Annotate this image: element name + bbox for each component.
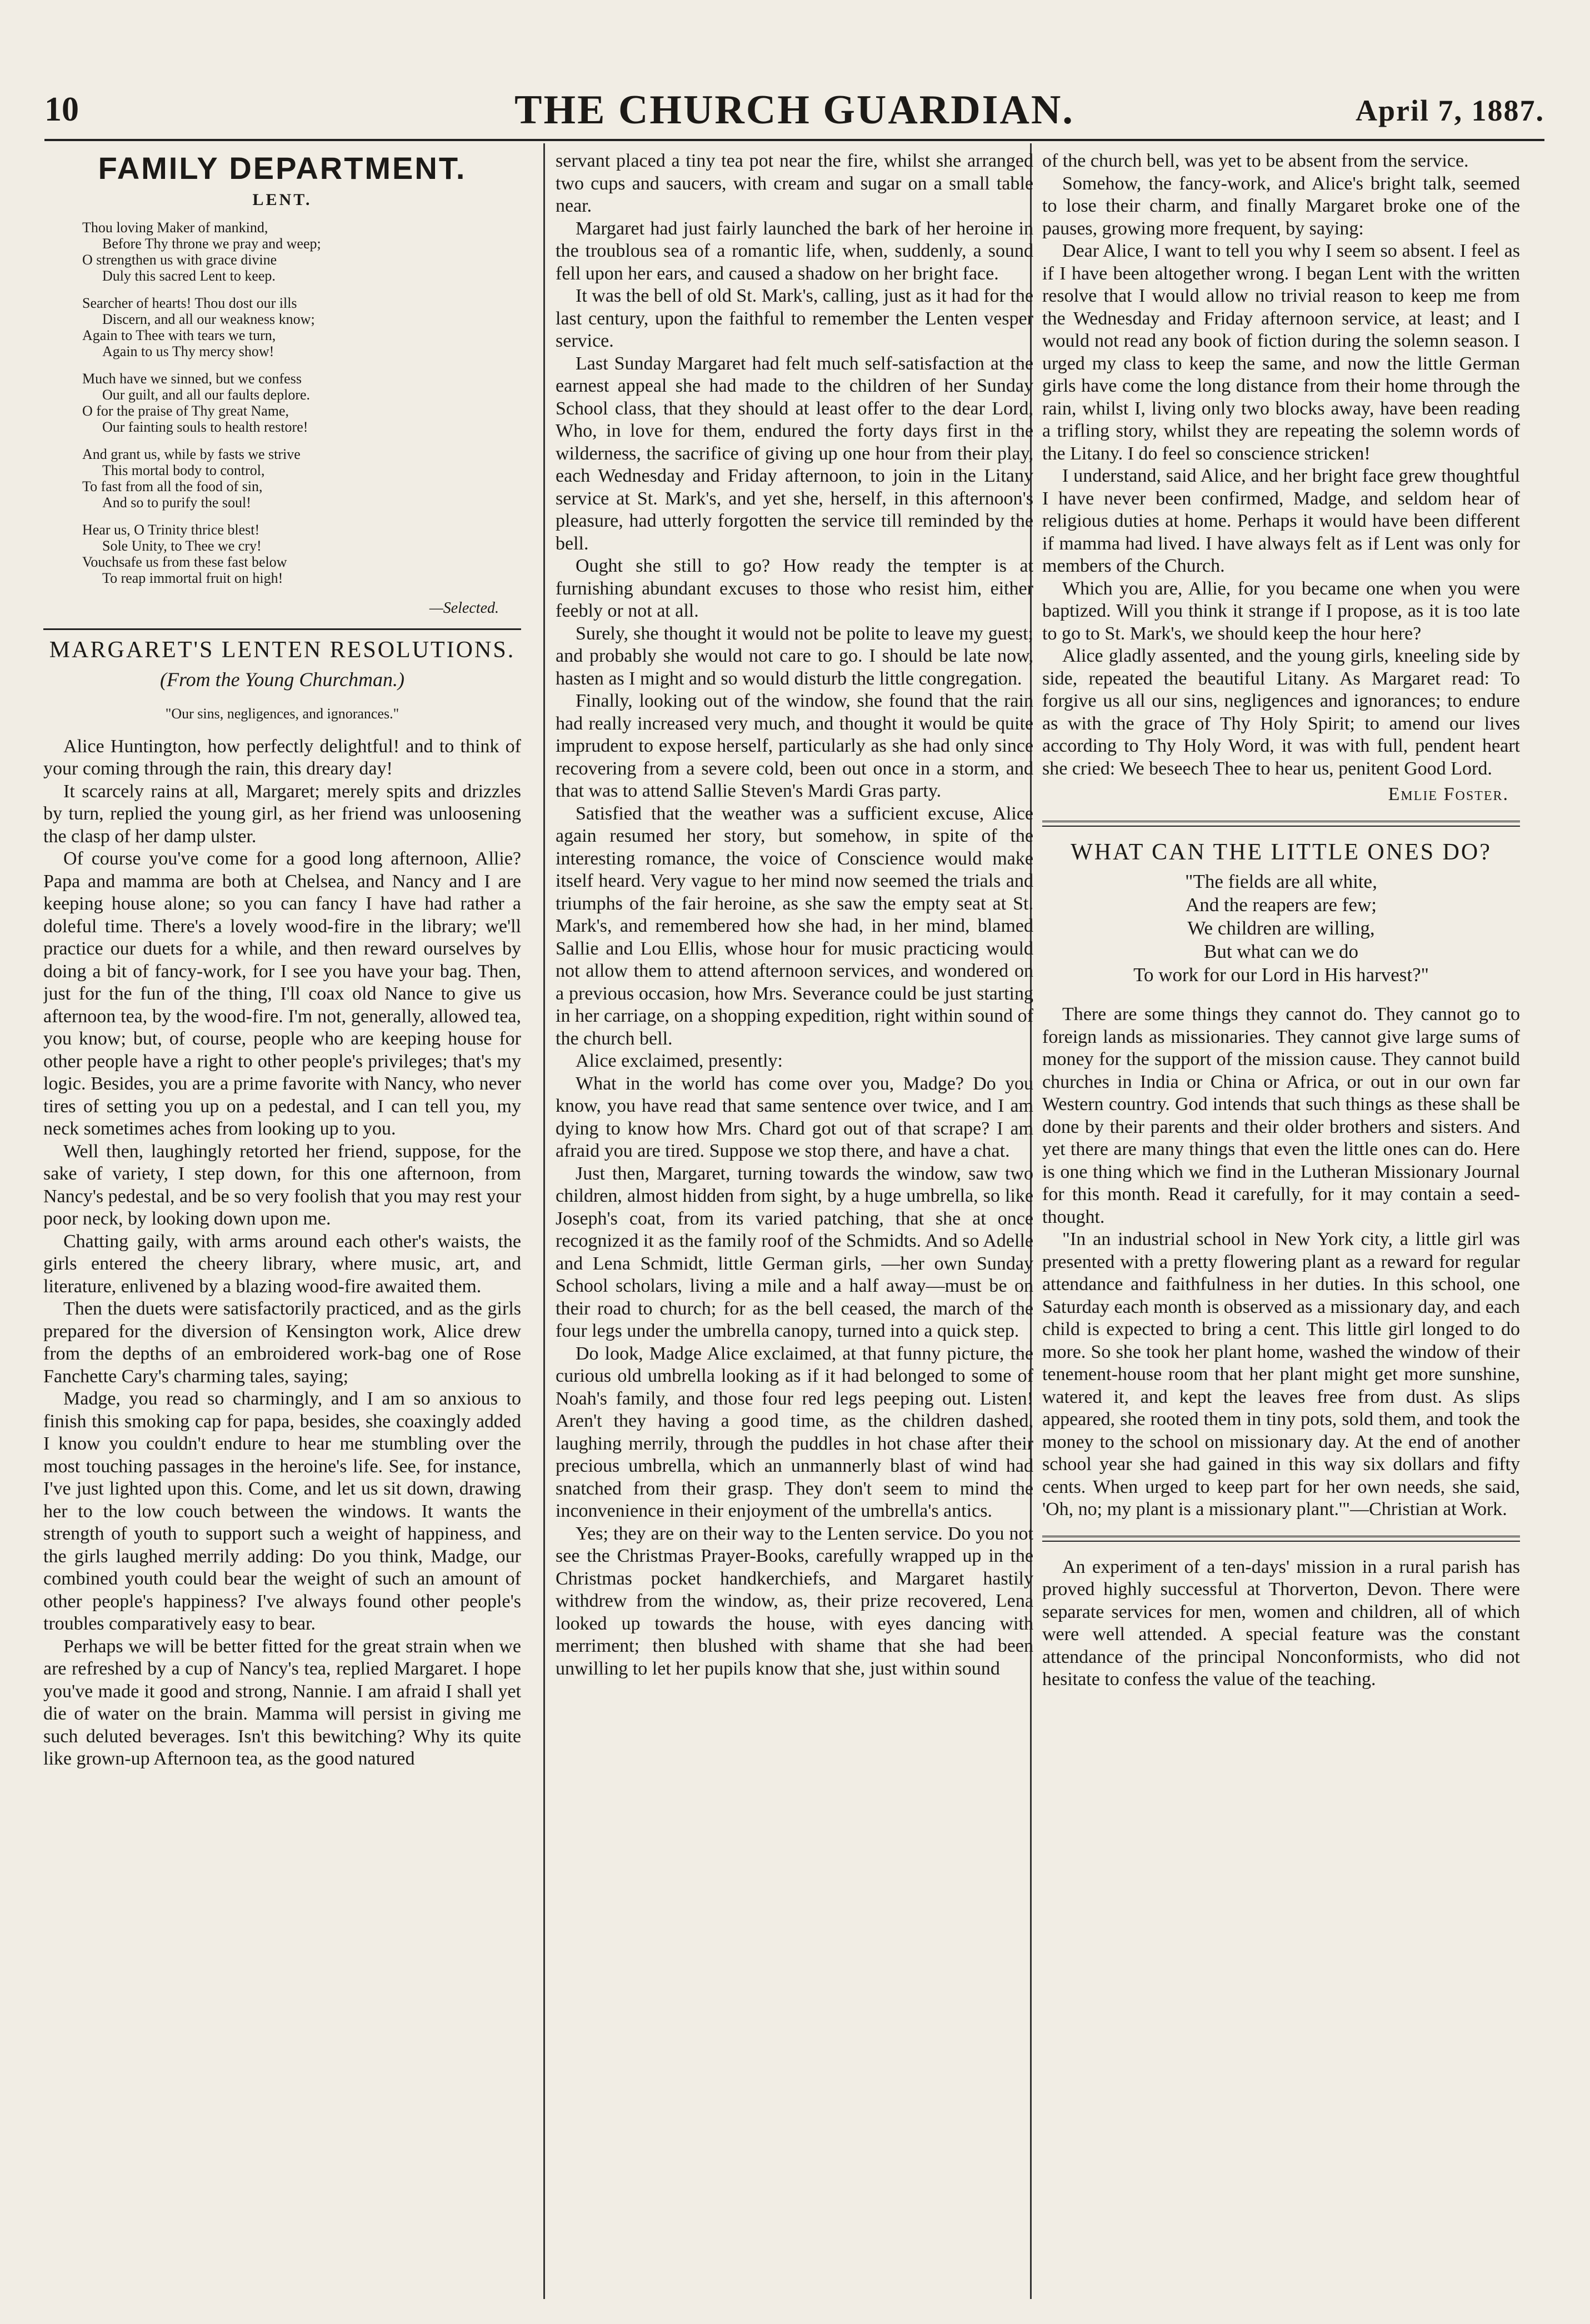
poem-title: LENT.: [252, 191, 312, 209]
poem-stanza: [82, 446, 521, 511]
newspaper-title: THE CHURCH GUARDIAN.: [514, 87, 1074, 133]
poem: [82, 219, 521, 586]
story-paragraph: Perhaps we will be better fitted for the great strain when we are refreshed by a cup of Nancy's tea, replied Margaret. I hope you've made it good and strong, Nannie. I am afraid I shall yet die of water on the brain. Mamma will persist in giving me such deluted beverages. Isn't this bewitching? Why its quite like grown-up Afternoon tea, as the good natured: [43, 1636, 521, 1769]
verse-line: But what can we do: [1204, 941, 1358, 962]
story-source: (From the Young Churchman.): [160, 668, 404, 691]
story-paragraph: Then the duets were satisfactorily practiced, and as the girls prepared for the diversion of Kensington work, Alice drew from the depths of an embroidered work-bag one of Rose Fanchette Cary's charming tales, saying;: [43, 1298, 521, 1387]
page-number: 10: [44, 91, 79, 128]
poem-line: To reap immortal fruit on high!: [102, 569, 283, 586]
story-paragraph: Yes; they are on their way to the Lenten service. Do you not see the Christmas Prayer-Books, carefully wrapped up in the Christmas pocket handkerchiefs, and Margaret hastily withdrew from the window, as, their prize recovered, Lena looked up towards the house, with eyes dancing with merriment; then blushed with shame that she had been unwilling to let her pupils know that she, just within sound: [556, 1523, 1033, 1679]
verse-line: We children are willing,: [1187, 917, 1375, 939]
story-paragraph: Chatting gaily, with arms around each other's waists, the girls entered the cheery library, where music, art, and literature, enlivened by a blazing wood-fire awaited them.: [43, 1231, 521, 1297]
poem-line: Again to us Thy mercy show!: [102, 343, 274, 359]
story-paragraph: Somehow, the fancy-work, and Alice's bright talk, seemed to lose their charm, and finally Margaret broke one of the pauses, growing more frequent, by saying:: [1042, 173, 1520, 239]
verse-line: To work for our Lord in His harvest?": [1133, 964, 1429, 986]
poem-stanza: [82, 295, 521, 359]
story-paragraph: Alice gladly assented, and the young girls, kneeling side by side, repeated the beautiful Litany. As Margaret read: To forgive us all our sins, negligences and ignorances; to endure as with the grace of Thy Holy Spirit; to amend our lives according to Thy Holy Word, it was with full, pendent heart she cried: We beseech Thee to hear us, penitent Good Lord.: [1042, 646, 1520, 779]
story-paragraph: What in the world has come over you, Madge? Do you know, you have read that same sentence over twice, and I am dying to know how Mrs. Chard got out of that scrape? I am afraid you are tired. Suppose we stop there, and have a chat.: [556, 1073, 1033, 1161]
section-rule: [1042, 821, 1520, 827]
column-3: [1042, 150, 1520, 2295]
story-paragraph: Alice exclaimed, presently:: [576, 1051, 783, 1071]
poem-line: To fast from all the food of sin,: [82, 478, 263, 494]
poem-line: Our fainting souls to health restore!: [102, 418, 308, 435]
story-paragraph: Satisfied that the weather was a sufficient excuse, Alice again resumed her story, but somehow, in spite of the interesting romance, the voice of Conscience would make itself heard. Very vague to her mind now seemed the trials and triumphs of the fair heroine, as she saw the empty seat at St. Mark's, and remembered how she had, in her mind, blamed Sallie and Lou Ellis, whose hour for music practicing would not allow them to attend afternoon services, and wondered on a previous occasion, how Mrs. Severance could be just starting in her carriage, on a shopping expedition, right within sound of the church bell.: [556, 803, 1033, 1049]
section-rule: [43, 628, 521, 630]
story-paragraph: Madge, you read so charmingly, and I am so anxious to finish this smoking cap for papa, besides, she coaxingly added I know you couldn't endure to hear me stumbling over the most touching passages in the heroine's life. See, for instance, I've just lighted upon this. Come, and let us sit down, drawing her to the low couch between the windows. It wants the strength of youth to support such a weight of happiness, and the girls laughed merrily adding: Do you think, Madge, our combined youth could bear the weight of such an amount of other people's happiness? I've always found other people's troubles comparatively easy to bear.: [43, 1388, 521, 1634]
poem-line: O for the praise of Thy great Name,: [82, 402, 289, 419]
story-paragraph: Dear Alice, I want to tell you why I seem so absent. I feel as if I have been altogether wrong. I began Lent with the written resolve that I would allow no trivial reason to keep me from the Wednesday and Friday afternoon service, at least; and I would not read any book of fiction during the solemn season. I urged my class to keep the same, and now the little German girls have come the long distance from their home through the rain, whilst I, living only two blocks away, have been reading a trifling story, whilst they are repeating the solemn words of the Litany. I do feel so conscience stricken!: [1042, 241, 1520, 464]
story-paragraph: It scarcely rains at all, Margaret; merely spits and drizzles by turn, replied the young girl, as her friend was unloosening the clasp of her damp ulster.: [43, 781, 521, 847]
story-paragraph: I understand, said Alice, and her bright face grew thoughtful I have never been confirmed, Madge, and seldom hear of religious duties at home. Perhaps it would have been different if mamma had lived. I have always felt as if Lent was only for members of the Church.: [1042, 466, 1520, 576]
poem-stanza: [82, 371, 521, 435]
story-paragraph: Of course you've come for a good long afternoon, Allie? Papa and mamma are both at Chelsea, and Nancy and I are keeping house alone; so you can fancy I have had rather a doleful time. There's a lovely wood-fire in the library; we'll practice our duets for a while, and then reward ourselves by doing a bit of fancy-work, for I see you have your bag. Then, just for the fun of the thing, I'll coax old Nance to give us afternoon tea, by the wood-fire. I'm not, generally, allowed tea, you know; but, of course, people who are keeping house for other people have a right to other people's privileges; that's my logic. Besides, you are a prime favorite with Nancy, who never tires of setting you up on a pedestal, and I can tell you, my neck sometimes aches from looking up to you.: [43, 848, 521, 1139]
story-paragraph: Well then, laughingly retorted her friend, suppose, for the sake of variety, I step down, for this one afternoon, from Nancy's pedestal, and be so very foolish that you may rest your poor neck, by looking down upon me.: [43, 1141, 521, 1229]
story-paragraph: Margaret had just fairly launched the bark of her heroine in the troublous sea of a romantic life, when, suddenly, a sound fell upon her ears, and caused a shadow on her bright face.: [556, 218, 1033, 284]
poem-line: Vouchsafe us from these fast below: [82, 553, 287, 570]
poem-line: Hear us, O Trinity thrice blest!: [82, 521, 260, 538]
story-epigraph: "Our sins, negligences, and ignorances.": [165, 706, 399, 722]
masthead: [44, 83, 1544, 144]
article-paragraph: There are some things they cannot do. They cannot go to foreign lands as missionaries. They cannot give large sums of money for the support of the mission cause. They cannot build churches in India or China or Africa, or out in our own far Western country. God intends that such things as these shall be done by their parents and their older brothers and sisters. And yet there are many things that even the little ones can do. Here is one thing which we find in the Lutheran Missionary Journal for this month. Read it carefully, for it may contain a seed-thought.: [1042, 1004, 1520, 1227]
poem-line: Again to Thee with tears we turn,: [82, 327, 276, 343]
poem-line: Discern, and all our weakness know;: [102, 311, 315, 327]
story-paragraph: Finally, looking out of the window, she found that the rain had really increased very much, and thought it would be quite imprudent to expose herself, particularly as she had only since recovering from a severe cold, been out once in a storm, and that was to attend Sallie Steven's Mardi Gras party.: [556, 691, 1033, 801]
article-paragraph: "In an industrial school in New York city, a little girl was presented with a pretty flowering plant as a reward for regular attendance and faithfulness in her duties. In this school, one Saturday each month is observed as a missionary day, and each child is expected to bring a cent. This little girl longed to do more. So she took her plant home, washed the window of their tenement-house room that her plant might get more sunshine, watered it, and kept the leaves free from dust. As slips appeared, she rooted them in tiny pots, sold them, and took the money to the school on missionary day. At the end of another school year she had gained in this way six dollars and fifty cents. When urged to keep part for her own needs, she said, 'Oh, no; my plant is a missionary plant.'"—Christian at Work.: [1042, 1229, 1520, 1520]
masthead-rule: [44, 139, 1544, 141]
poem-line: And so to purify the soul!: [102, 494, 251, 511]
poem-line: Thou loving Maker of mankind,: [82, 219, 268, 236]
poem-line: Much have we sinned, but we confess: [82, 370, 302, 387]
story-title: MARGARET'S LENTEN RESOLUTIONS.: [49, 637, 516, 663]
story-paragraph: of the church bell, was yet to be absent from the service.: [1042, 151, 1469, 171]
section-rule: [1042, 1536, 1520, 1542]
poem-stanza: [82, 522, 521, 586]
story-paragraph: Ought she still to go? How ready the tempter is at furnishing abundant excuses to those who resist him, either feebly or not at all.: [556, 556, 1033, 621]
poem-attribution: —Selected.: [429, 599, 499, 617]
issue-date: April 7, 1887.: [1355, 94, 1544, 127]
poem-stanza: [82, 219, 521, 284]
story-paragraph: servant placed a tiny tea pot near the fire, whilst she arranged two cups and saucers, with cream and sugar on a small table near.: [556, 151, 1033, 216]
poem-line: Sole Unity, to Thee we cry!: [102, 537, 262, 554]
poem-line: And grant us, while by fasts we strive: [82, 446, 301, 462]
story-paragraph: Which you are, Allie, for you became one when you were baptized. Will you think it strange if I propose, as it is too late to go to St. Mark's, we should keep the hour here?: [1042, 578, 1520, 644]
story-paragraph: Just then, Margaret, turning towards the window, saw two children, almost hidden from sight, by a huge umbrella, so like Joseph's coat, from its varied patching, that she at once recognized it as the family roof of the Schmidts. And so Adelle and Lena Schmidt, little German girls, —her own Sunday School scholars, living a mile and a half away—must be on their road to church; for as the bell ceased, the march of the four legs under the umbrella canopy, turned into a quick step.: [556, 1163, 1033, 1341]
poem-line: This mortal body to control,: [102, 462, 265, 478]
article-title: WHAT CAN THE LITTLE ONES DO?: [1071, 839, 1492, 865]
story-paragraph: Surely, she thought it would not be polite to leave my guest; and probably she would not care to go. I should be late now, hasten as I might and so would disturb the little congregation.: [556, 623, 1033, 689]
column-1: [43, 150, 521, 2295]
poem-line: O strengthen us with grace divine: [82, 251, 277, 268]
family-department-title: FAMILY DEPARTMENT.: [98, 151, 467, 186]
verse-line: "The fields are all white,: [1185, 871, 1377, 892]
news-paragraph: An experiment of a ten-days' mission in a rural parish has proved highly successful at Thorverton, Devon. There were separate services for men, women and children, all of which were well attended. A special feature was the constant attendance of the principal Nonconformists, who did not hesitate to confess the value of the teaching.: [1042, 1556, 1520, 1690]
story-paragraph: It was the bell of old St. Mark's, calling, just as it had for the last century, upon the faithful to remember the Lenten vesper service.: [556, 286, 1033, 351]
article-verse: [1042, 870, 1520, 987]
story-paragraph: Alice Huntington, how perfectly delightful! and to think of your coming through the rain, this dreary day!: [43, 736, 521, 779]
column-divider-1: [543, 143, 545, 2299]
column-2: [556, 150, 1033, 2295]
poem-line: Before Thy throne we pray and weep;: [102, 235, 321, 252]
story-paragraph: Do look, Madge Alice exclaimed, at that funny picture, the curious old umbrella looking as if it had belonged to some of Noah's family, and those four red legs peeping out. Listen! Aren't they having a good time, as the children dashed, laughing merrily, through the puddles in hot chase after their precious umbrella, which an unmannerly blast of wind had snatched from their grasp. They don't seem to mind the inconvenience in their enjoyment of the umbrella's antics.: [556, 1343, 1033, 1521]
poem-line: Searcher of hearts! Thou dost our ills: [82, 294, 297, 311]
story-signature: Emlie Foster.: [1388, 784, 1509, 804]
poem-line: Our guilt, and all our faults deplore.: [102, 386, 311, 403]
poem-line: Duly this sacred Lent to keep.: [102, 267, 276, 284]
verse-line: And the reapers are few;: [1186, 894, 1377, 916]
story-paragraph: Last Sunday Margaret had felt much self-satisfaction at the earnest appeal she had made to the children of her Sunday School class, that they should at least offer to the dear Lord, Who, in love for them, endured the forty days first in the wilderness, the sacrifice of giving up one hour from their play, each Wednesday and Friday afternoon, to join in the Litany service at St. Mark's, and yet she, herself, in this afternoon's pleasure, had utterly forgotten the service till reminded by the bell.: [556, 353, 1033, 554]
